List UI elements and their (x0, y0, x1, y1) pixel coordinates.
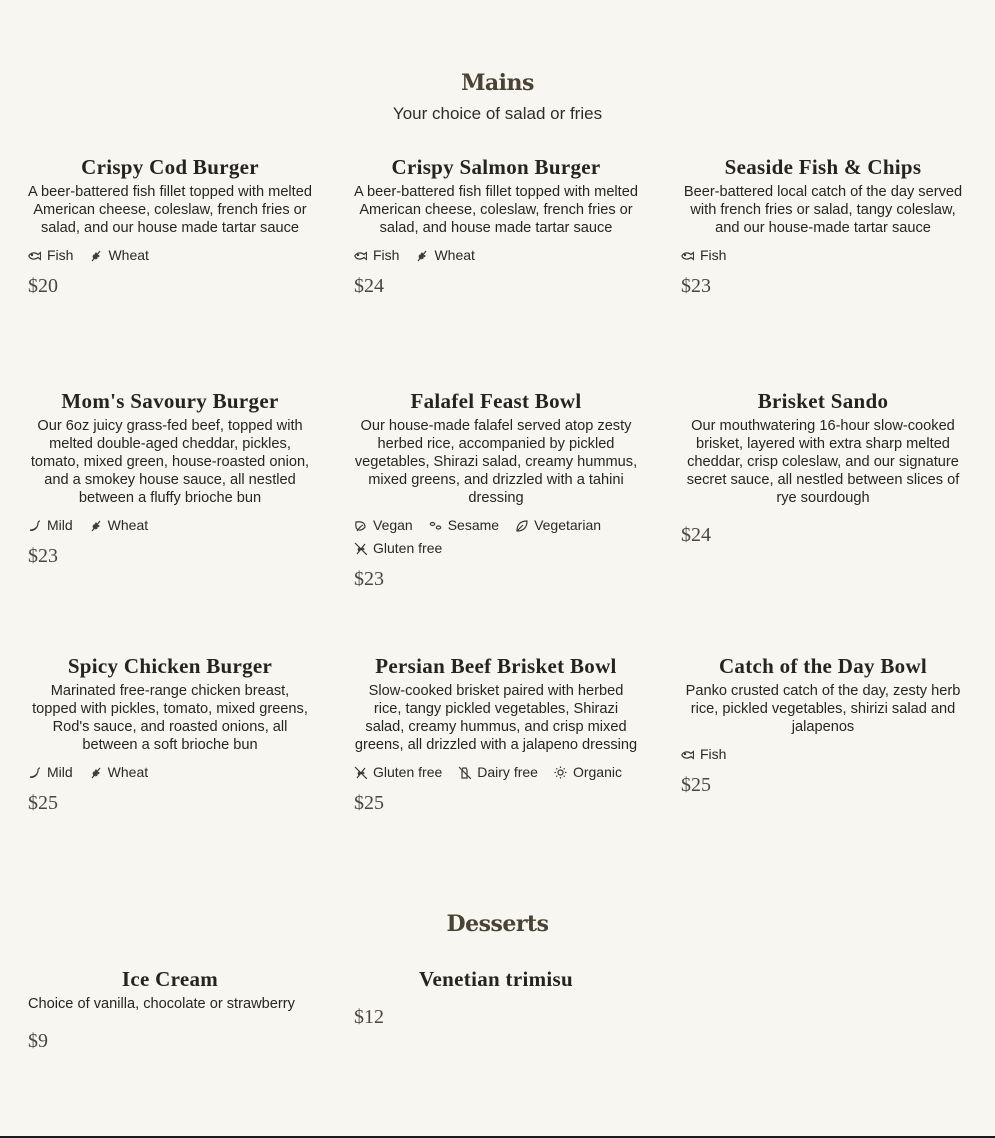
item-price: $23 (28, 545, 58, 567)
item-price: $24 (354, 275, 384, 297)
wheat-icon (89, 766, 102, 779)
gluten-free-icon (354, 542, 367, 555)
item-name: Spicy Chicken Burger (67, 654, 273, 678)
dietary-tag (554, 763, 622, 781)
item-name: Ice Cream (121, 967, 219, 991)
sun-icon (554, 766, 567, 779)
item-name: Seaside Fish & Chips (724, 155, 922, 179)
dietary-tag (354, 246, 399, 264)
dietary-tag-label: Fish (373, 247, 400, 263)
gluten-free-icon (354, 766, 367, 779)
dietary-tag (354, 763, 442, 781)
dietary-tag-label: Wheat (108, 247, 149, 263)
item-description: Our mouthwatering 16-hour slow-cooked brisket, layered with extra sharp melted cheddar, crisp coleslaw, and our signature secret sauce, all nestled between slices of rye sourdough (686, 418, 960, 506)
dietary-tag (28, 516, 73, 534)
dietary-tag-label: Gluten free (373, 764, 443, 780)
item-name: Catch of the Day Bowl (718, 654, 928, 678)
dietary-tag (89, 516, 148, 534)
item-name: Mom's Savoury Burger (61, 389, 279, 413)
dietary-tag-label: Fish (700, 746, 727, 762)
dietary-tag (429, 516, 499, 534)
item-description: Marinated free-range chicken breast, topped with pickles, tomato, mixed greens, Rod's sauce, and roasted onions, all between a soft brioche bun (32, 683, 308, 753)
dietary-tag (458, 763, 538, 781)
dietary-tag (89, 763, 148, 781)
dietary-tag (681, 246, 726, 264)
item-description: Our house-made falafel served atop zesty herbed rice, accompanied by pickled vegetables, Shirazi salad, creamy hummus, mixed greens, and drizzled with a tahini dressing (354, 418, 638, 506)
dietary-tags (354, 246, 638, 264)
menu-item (28, 389, 312, 568)
dietary-tag-label: Organic (572, 764, 622, 780)
item-name: Venetian trimisu (419, 967, 573, 991)
item-description: Slow-cooked brisket paired with herbed rice, tangy pickled vegetables, Shirazi salad, creamy hummus, and crisp mixed greens, all drizzled with a jalapeno dressing (354, 683, 638, 753)
item-description: Beer-battered local catch of the day served with french fries or salad, tangy coleslaw, and our house-made tartar sauce (683, 184, 963, 236)
dietary-tags (354, 516, 638, 557)
dietary-tag (28, 763, 73, 781)
menu-item (354, 654, 638, 815)
dietary-tag-label: Gluten free (373, 540, 443, 556)
mains-header (0, 70, 995, 124)
dietary-tag-label: Mild (47, 764, 73, 780)
menu-item (681, 155, 965, 298)
item-description: A beer-battered fish fillet topped with melted American cheese, coleslaw, french fries or salad, and house made tartar sauce (354, 184, 638, 236)
item-price: $23 (681, 275, 711, 297)
desserts-title: Desserts (446, 911, 549, 937)
dietary-tag-label: Wheat (434, 247, 475, 263)
menu-item (354, 967, 638, 1029)
dietary-tag (415, 246, 474, 264)
dietary-tag (681, 745, 726, 763)
dietary-tag-label: Vegan (373, 517, 413, 533)
item-name: Persian Beef Brisket Bowl (375, 654, 617, 678)
menu-item (681, 654, 965, 797)
dietary-tag (28, 246, 73, 264)
wheat-icon (415, 249, 428, 262)
dietary-tag-label: Vegetarian (534, 517, 602, 533)
item-description: A beer-battered fish fillet topped with melted American cheese, coleslaw, french fries or salad, and our house made tartar sauce (28, 184, 312, 236)
fish-icon (28, 249, 41, 262)
chili-icon (28, 519, 41, 532)
item-name: Crispy Salmon Burger (391, 155, 601, 179)
fish-icon (681, 249, 694, 262)
item-price: $12 (354, 1006, 384, 1028)
menu-item (354, 155, 638, 298)
dietary-tags (28, 516, 312, 534)
item-price: $25 (28, 792, 58, 814)
dietary-tags (681, 745, 965, 763)
dietary-tags (681, 246, 965, 264)
item-description: Our 6oz juicy grass-fed beef, topped with melted double-aged cheddar, pickles, tomato, mixed green, house-roasted onion, and a smokey house sauce, all nestled between a fluffy brioche bun (30, 418, 310, 506)
menu-item (354, 389, 638, 591)
item-name: Crispy Cod Burger (81, 155, 259, 179)
dietary-tags (354, 763, 638, 781)
dietary-tag (515, 516, 601, 534)
dietary-tag (354, 516, 413, 534)
item-name: Falafel Feast Bowl (410, 389, 582, 413)
item-name: Brisket Sando (757, 389, 889, 413)
dietary-tag (89, 246, 148, 264)
vegan-icon (354, 519, 367, 532)
dietary-tag-label: Mild (47, 517, 73, 533)
dietary-tags (28, 763, 312, 781)
mains-title: Mains (461, 70, 534, 96)
menu-item (28, 967, 312, 1053)
dietary-tag-label: Wheat (107, 517, 149, 533)
dietary-tag (354, 539, 442, 557)
item-description: Choice of vanilla, chocolate or strawberry (28, 996, 295, 1012)
item-price: $23 (354, 568, 384, 590)
wheat-icon (89, 249, 102, 262)
fish-icon (681, 748, 694, 761)
dietary-tags (28, 246, 312, 264)
menu-item (28, 155, 312, 298)
dietary-tag-label: Dairy free (477, 764, 538, 780)
menu-item (28, 654, 312, 815)
mains-subtitle: Your choice of salad or fries (392, 104, 603, 123)
dairy-free-icon (458, 766, 471, 779)
item-description: Panko crusted catch of the day, zesty herb rice, pickled vegetables, shirizi salad and jalapenos (685, 683, 961, 735)
item-price: $25 (354, 792, 384, 814)
item-price: $24 (681, 524, 711, 546)
dietary-tag-label: Wheat (107, 764, 149, 780)
menu-item (681, 389, 965, 547)
desserts-header (0, 911, 995, 937)
wheat-icon (89, 519, 102, 532)
item-price: $20 (28, 275, 58, 297)
leaf-icon (515, 519, 528, 532)
fish-icon (354, 249, 367, 262)
item-price: $25 (681, 774, 711, 796)
dietary-tag-label: Sesame (447, 517, 500, 533)
sesame-icon (429, 519, 442, 532)
dietary-tag-label: Fish (700, 247, 727, 263)
item-price: $9 (28, 1030, 48, 1052)
chili-icon (28, 766, 41, 779)
dietary-tag-label: Fish (47, 247, 74, 263)
